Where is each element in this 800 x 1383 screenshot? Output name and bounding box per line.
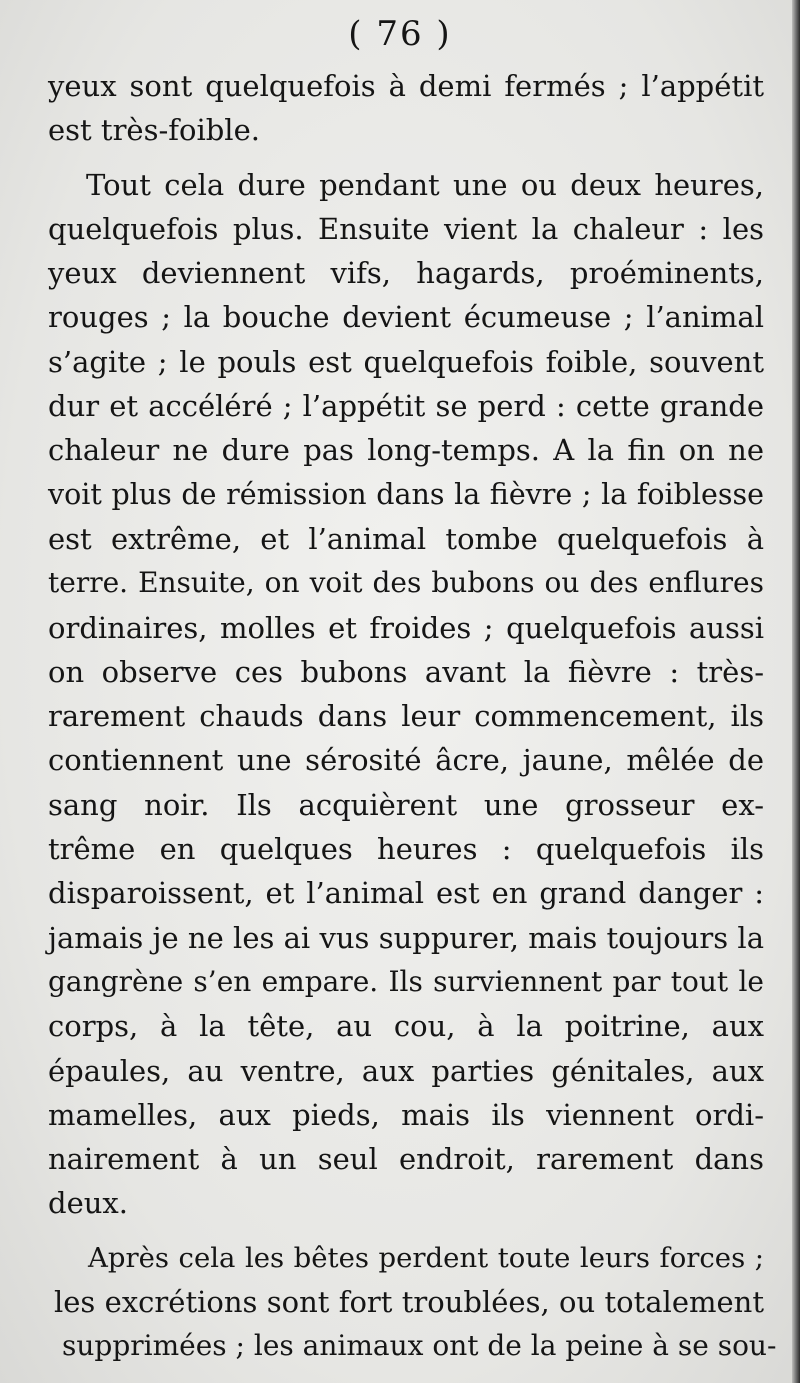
text-line: terre. Ensuite, on voit des bubons ou des enflures [48,566,764,600]
page-edge-shadow [792,0,800,1383]
text-line: rouges ; la bouche devient écumeuse ; l’animal [48,300,764,335]
text-line: jamais je ne les ai vus suppurer, mais toujours la [48,920,764,955]
text-line: contiennent une sérosité âcre, jaune, mêlée de [48,743,764,778]
text-line: dur et accéléré ; l’appétit se perd : cette grande [48,389,764,424]
text-line: nairement à un seul endroit, rarement dans [48,1142,764,1177]
text-line: épaules, au ventre, aux parties génitales, aux [48,1053,764,1088]
text-line: yeux deviennent vifs, hagards, proéminents, [48,256,764,291]
paragraph [48,1236,777,1369]
text-line: disparoissent, et l’animal est en grand danger : [48,876,764,911]
text-line: Tout cela dure pendant une ou deux heures, [86,167,764,202]
text-line: s’agite ; le pouls est quelquefois foible, souvent [48,344,764,379]
text-line: yeux sont quelquefois à demi fermés ; l’appétit [48,69,764,103]
text-line: trême en quelques heures : quelquefois ils [48,832,764,867]
text-line: est extrême, et l’animal tombe quelquefois à [48,521,764,556]
text-line: rarement chauds dans leur commencement, ils [48,699,764,734]
text-line: gangrène s’en empare. Ils surviennent par tout le [48,964,764,998]
text-line: sang noir. Ils acquièrent une grosseur ex- [48,787,764,822]
page-number: ( 76 ) [348,14,452,54]
paragraph [48,163,764,1226]
text-line: on observe ces bubons avant la fièvre : très- [48,654,764,689]
text-line: supprimées ; les animaux ont de la peine à se sou- [62,1329,777,1363]
text-line: mamelles, aux pieds, mais ils viennent ordi- [48,1097,764,1132]
text-line: corps, à la tête, au cou, à la poitrine, aux [48,1009,764,1044]
text-line: est très-foible. [48,113,260,148]
text-line: chaleur ne dure pas long-temps. A la fin on ne [48,433,764,468]
text-line: les excrétions sont fort troublées, ou totalement [54,1285,764,1320]
text-line: deux. [48,1186,128,1221]
text-line: ordinaires, molles et froides ; quelquefois aussi [48,610,764,645]
paragraph [48,64,764,153]
body-text [48,64,777,1369]
text-line: quelquefois plus. Ensuite vient la chaleur : les [48,211,764,246]
text-line: voit plus de rémission dans la fièvre ; la foiblesse [48,477,764,511]
text-line: Après cela les bêtes perdent toute leurs forces ; [88,1241,764,1274]
